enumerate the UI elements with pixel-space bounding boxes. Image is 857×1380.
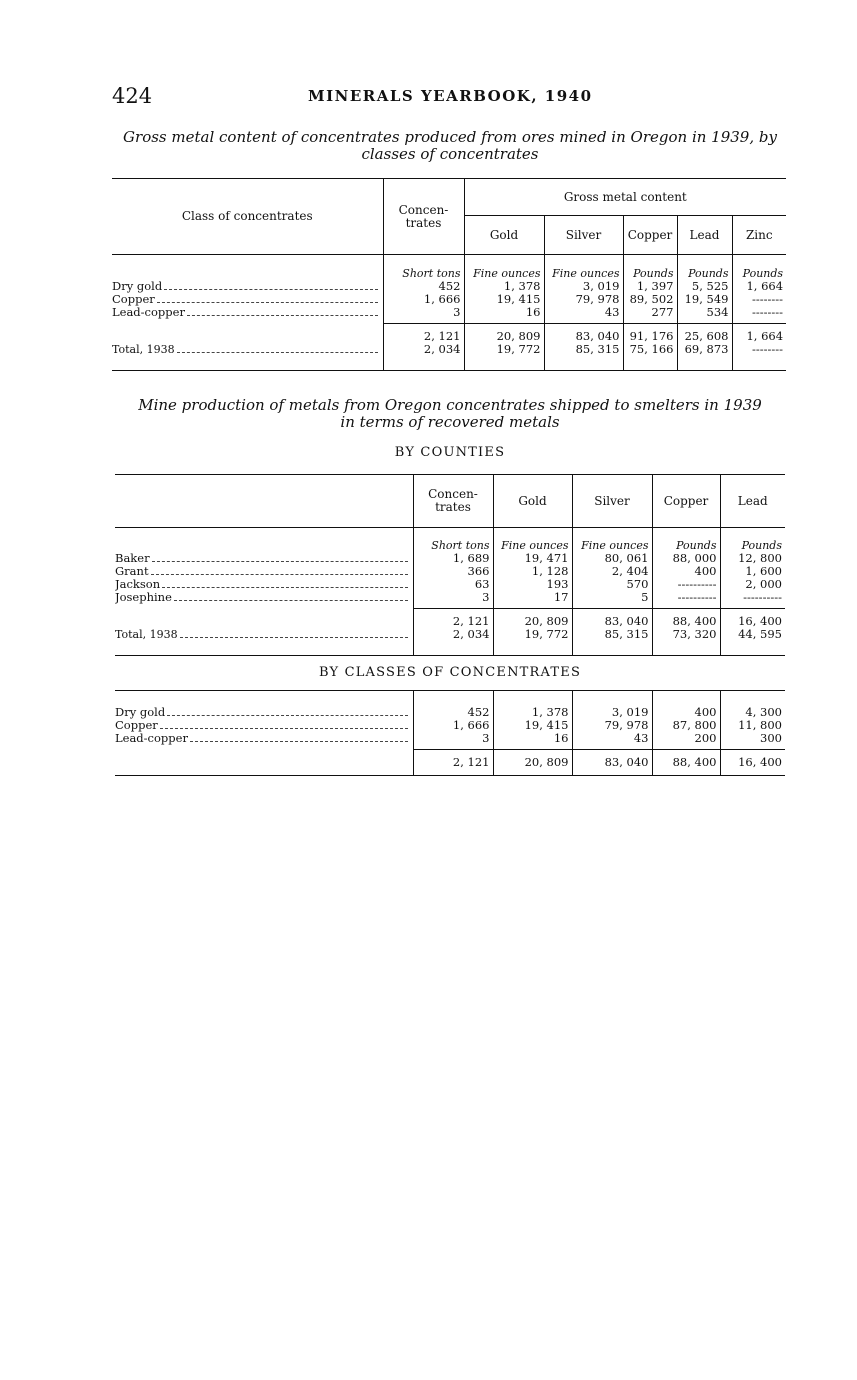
cell: 2, 404 — [572, 565, 652, 578]
row-label: Baker — [115, 552, 150, 565]
cell: 25, 608 — [677, 323, 732, 343]
table2-header-row — [115, 475, 785, 528]
cell: 400 — [652, 691, 720, 720]
cell: 19, 415 — [464, 293, 544, 306]
row-label: Lead-copper — [112, 306, 185, 319]
cell: 1, 664 — [732, 323, 786, 343]
cell: 1, 664 — [732, 280, 786, 293]
table1-col-concentrates: Concen- trates — [383, 179, 464, 255]
cell: 85, 315 — [544, 343, 623, 371]
cell: 20, 809 — [464, 323, 544, 343]
cell: 89, 502 — [623, 293, 677, 306]
cell: 11, 800 — [720, 719, 785, 732]
cell: 534 — [677, 306, 732, 323]
row-label: Total, 1938 — [115, 627, 178, 641]
cell: 1, 378 — [464, 280, 544, 293]
row-label: Copper — [115, 719, 158, 732]
cell: 3 — [383, 306, 464, 323]
table2-classes — [115, 690, 785, 776]
cell: 20, 809 — [493, 749, 572, 776]
cell: 83, 040 — [572, 608, 652, 628]
table1-unit: Fine ounces — [544, 255, 623, 281]
cell: 5 — [572, 591, 652, 608]
cell: ---------- — [652, 578, 720, 591]
cell: 63 — [413, 578, 493, 591]
cell: 1, 666 — [413, 719, 493, 732]
cell: ---------- — [652, 591, 720, 608]
cell: 2, 121 — [383, 323, 464, 343]
cell: 19, 772 — [493, 628, 572, 656]
cell: 452 — [413, 691, 493, 720]
cell: 200 — [652, 732, 720, 749]
table2-caption-line2: in terms of recovered metals — [340, 413, 560, 431]
table2-col-gold: Gold — [493, 475, 572, 528]
table2-caption-line1: Mine production of metals from Oregon concentrates shipped to smelters in 1939 — [138, 396, 762, 414]
cell: 88, 000 — [652, 552, 720, 565]
cell: 4, 300 — [720, 691, 785, 720]
cell: 19, 549 — [677, 293, 732, 306]
cell: 1, 378 — [493, 691, 572, 720]
table-row — [115, 591, 785, 608]
cell: 19, 772 — [464, 343, 544, 371]
cell: 570 — [572, 578, 652, 591]
table1-col-silver: Silver — [544, 216, 623, 255]
cell: 1, 666 — [383, 293, 464, 306]
table1-col-class: Class of concentrates — [112, 179, 383, 255]
row-label: Copper — [112, 293, 155, 306]
cell: 3, 019 — [544, 280, 623, 293]
table2-unit: Fine ounces — [572, 528, 652, 553]
cell: 44, 595 — [720, 628, 785, 656]
table-row-total — [115, 749, 785, 776]
cell: 83, 040 — [572, 749, 652, 776]
table2-counties — [115, 474, 785, 656]
cell: 3, 019 — [572, 691, 652, 720]
table2-unit: Short tons — [413, 528, 493, 553]
table2-unit: Pounds — [652, 528, 720, 553]
page-number: 424 — [112, 84, 153, 108]
table-row — [112, 293, 786, 306]
cell: 16 — [464, 306, 544, 323]
cell: 16, 400 — [720, 608, 785, 628]
row-label: Lead-copper — [115, 732, 188, 745]
cell: 19, 415 — [493, 719, 572, 732]
table-row — [115, 732, 785, 749]
table1-col-zinc: Zinc — [732, 216, 786, 255]
table2-col-copper: Copper — [652, 475, 720, 528]
cell: 1, 397 — [623, 280, 677, 293]
row-label: Total, 1938 — [112, 342, 175, 356]
cell: 85, 315 — [572, 628, 652, 656]
table-row — [115, 552, 785, 565]
cell: 12, 800 — [720, 552, 785, 565]
table2-col-concentrates: Concen- trates — [413, 475, 493, 528]
cell: 277 — [623, 306, 677, 323]
table-row — [112, 306, 786, 323]
cell: 19, 471 — [493, 552, 572, 565]
cell: 300 — [720, 732, 785, 749]
table-row-total-1938 — [115, 628, 785, 656]
cell: 3 — [413, 591, 493, 608]
cell: 1, 128 — [493, 565, 572, 578]
row-label: Jackson — [115, 578, 161, 591]
cell: 91, 176 — [623, 323, 677, 343]
table1-unit: Pounds — [623, 255, 677, 281]
cell: 88, 400 — [652, 608, 720, 628]
table1-unit: Pounds — [677, 255, 732, 281]
table1-caption-line2: classes of concentrates — [361, 145, 539, 163]
subhead-by-counties: BY COUNTIES — [394, 445, 506, 460]
cell: -------- — [732, 306, 786, 323]
cell: 2, 121 — [413, 749, 493, 776]
table-row — [115, 719, 785, 732]
table1 — [112, 178, 786, 371]
cell: 43 — [544, 306, 623, 323]
cell: 73, 320 — [652, 628, 720, 656]
cell: 83, 040 — [544, 323, 623, 343]
cell: 80, 061 — [572, 552, 652, 565]
table1-col-lead: Lead — [677, 216, 732, 255]
cell: 88, 400 — [652, 749, 720, 776]
table1-caption-line1: Gross metal content of concentrates produced from ores mined in Oregon in 1939, by — [123, 128, 777, 146]
row-label: Dry gold — [115, 705, 166, 719]
cell: 43 — [572, 732, 652, 749]
cell: 2, 000 — [720, 578, 785, 591]
cell: 1, 600 — [720, 565, 785, 578]
subhead-by-classes: BY CLASSES OF CONCENTRATES — [318, 665, 582, 680]
cell: ---------- — [720, 591, 785, 608]
cell: 400 — [652, 565, 720, 578]
cell: 75, 166 — [623, 343, 677, 371]
table1-col-group: Gross metal content — [464, 179, 786, 216]
table1-col-gold: Gold — [464, 216, 544, 255]
row-label: Grant — [115, 565, 149, 578]
cell: 452 — [383, 280, 464, 293]
table-row-total — [115, 608, 785, 628]
cell: 79, 978 — [572, 719, 652, 732]
table1-unit: Fine ounces — [464, 255, 544, 281]
cell: 20, 809 — [493, 608, 572, 628]
cell: 16 — [493, 732, 572, 749]
cell: 87, 800 — [652, 719, 720, 732]
table2-col-silver: Silver — [572, 475, 652, 528]
cell: -------- — [732, 293, 786, 306]
running-head: MINERALS YEARBOOK, 1940 — [308, 87, 593, 105]
cell: 16, 400 — [720, 749, 785, 776]
cell: 193 — [493, 578, 572, 591]
table1-unit: Short tons — [383, 255, 464, 281]
table1-col-copper: Copper — [623, 216, 677, 255]
table1-header-row1 — [112, 179, 786, 216]
cell: 366 — [413, 565, 493, 578]
table2-unit: Fine ounces — [493, 528, 572, 553]
table-row-total — [112, 323, 786, 343]
cell: 2, 034 — [383, 343, 464, 371]
cell: -------- — [732, 343, 786, 371]
cell: 2, 034 — [413, 628, 493, 656]
cell: 3 — [413, 732, 493, 749]
cell: 5, 525 — [677, 280, 732, 293]
table2-col-lead: Lead — [720, 475, 785, 528]
table2-unit: Pounds — [720, 528, 785, 553]
cell: 2, 121 — [413, 608, 493, 628]
page-header — [112, 84, 788, 110]
table-row-total-1938 — [112, 343, 786, 371]
row-label: Dry gold — [112, 280, 163, 293]
table1-caption — [112, 129, 788, 163]
cell: 17 — [493, 591, 572, 608]
table1-unit: Pounds — [732, 255, 786, 281]
table-row — [115, 691, 785, 720]
table2-caption — [112, 397, 788, 431]
cell: 69, 873 — [677, 343, 732, 371]
cell: 1, 689 — [413, 552, 493, 565]
row-label: Josephine — [115, 591, 172, 604]
table2-units-row — [115, 528, 785, 553]
table1-units-row — [112, 255, 786, 281]
cell: 79, 978 — [544, 293, 623, 306]
